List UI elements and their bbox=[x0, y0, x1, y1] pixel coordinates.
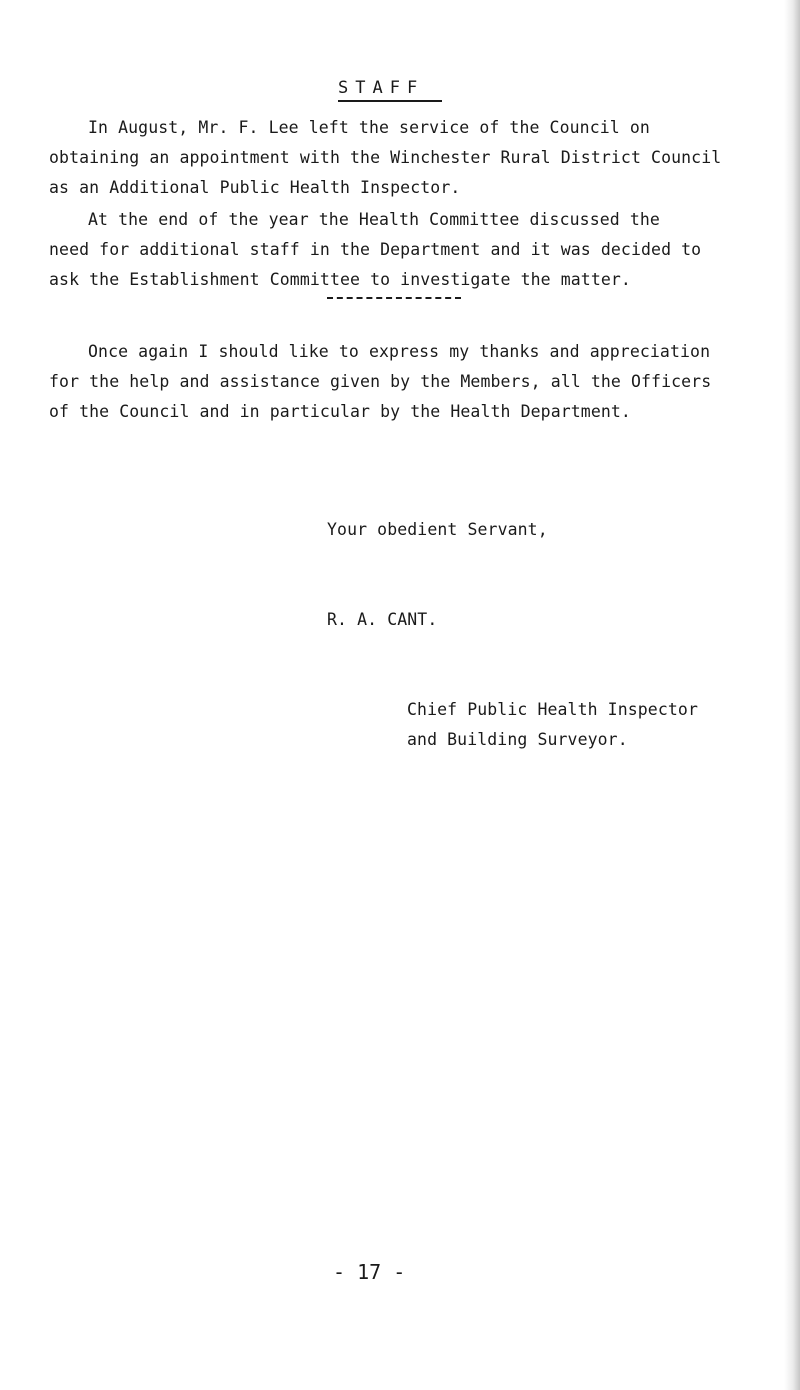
page-edge-shadow bbox=[784, 0, 800, 1390]
page-number: - 17 - bbox=[333, 1260, 406, 1284]
paragraph-3-line-1: Once again I should like to express my thanks and appreciation bbox=[88, 342, 711, 361]
paragraph-1-line-1: In August, Mr. F. Lee left the service of the Council on bbox=[88, 118, 650, 137]
heading-underline bbox=[338, 100, 442, 102]
page-heading: STAFF bbox=[338, 78, 425, 98]
paragraph-3-line-3: of the Council and in particular by the Health Department. bbox=[49, 402, 631, 421]
signatory-name: R. A. CANT. bbox=[327, 610, 438, 629]
signatory-title-line-2: and Building Surveyor. bbox=[407, 730, 628, 749]
paragraph-2-line-2: need for additional staff in the Department and it was decided to bbox=[49, 240, 702, 259]
paragraph-1-line-2: obtaining an appointment with the Winchester Rural District Council bbox=[49, 148, 722, 167]
paragraph-3-line-2: for the help and assistance given by the Members, all the Officers bbox=[49, 372, 712, 391]
section-divider bbox=[327, 297, 461, 299]
closing-salutation: Your obedient Servant, bbox=[327, 520, 548, 539]
paragraph-2-line-1: At the end of the year the Health Committee discussed the bbox=[88, 210, 660, 229]
signatory-title-line-1: Chief Public Health Inspector bbox=[407, 700, 698, 719]
paragraph-1-line-3: as an Additional Public Health Inspector. bbox=[49, 178, 461, 197]
paragraph-2-line-3: ask the Establishment Committee to investigate the matter. bbox=[49, 270, 631, 289]
